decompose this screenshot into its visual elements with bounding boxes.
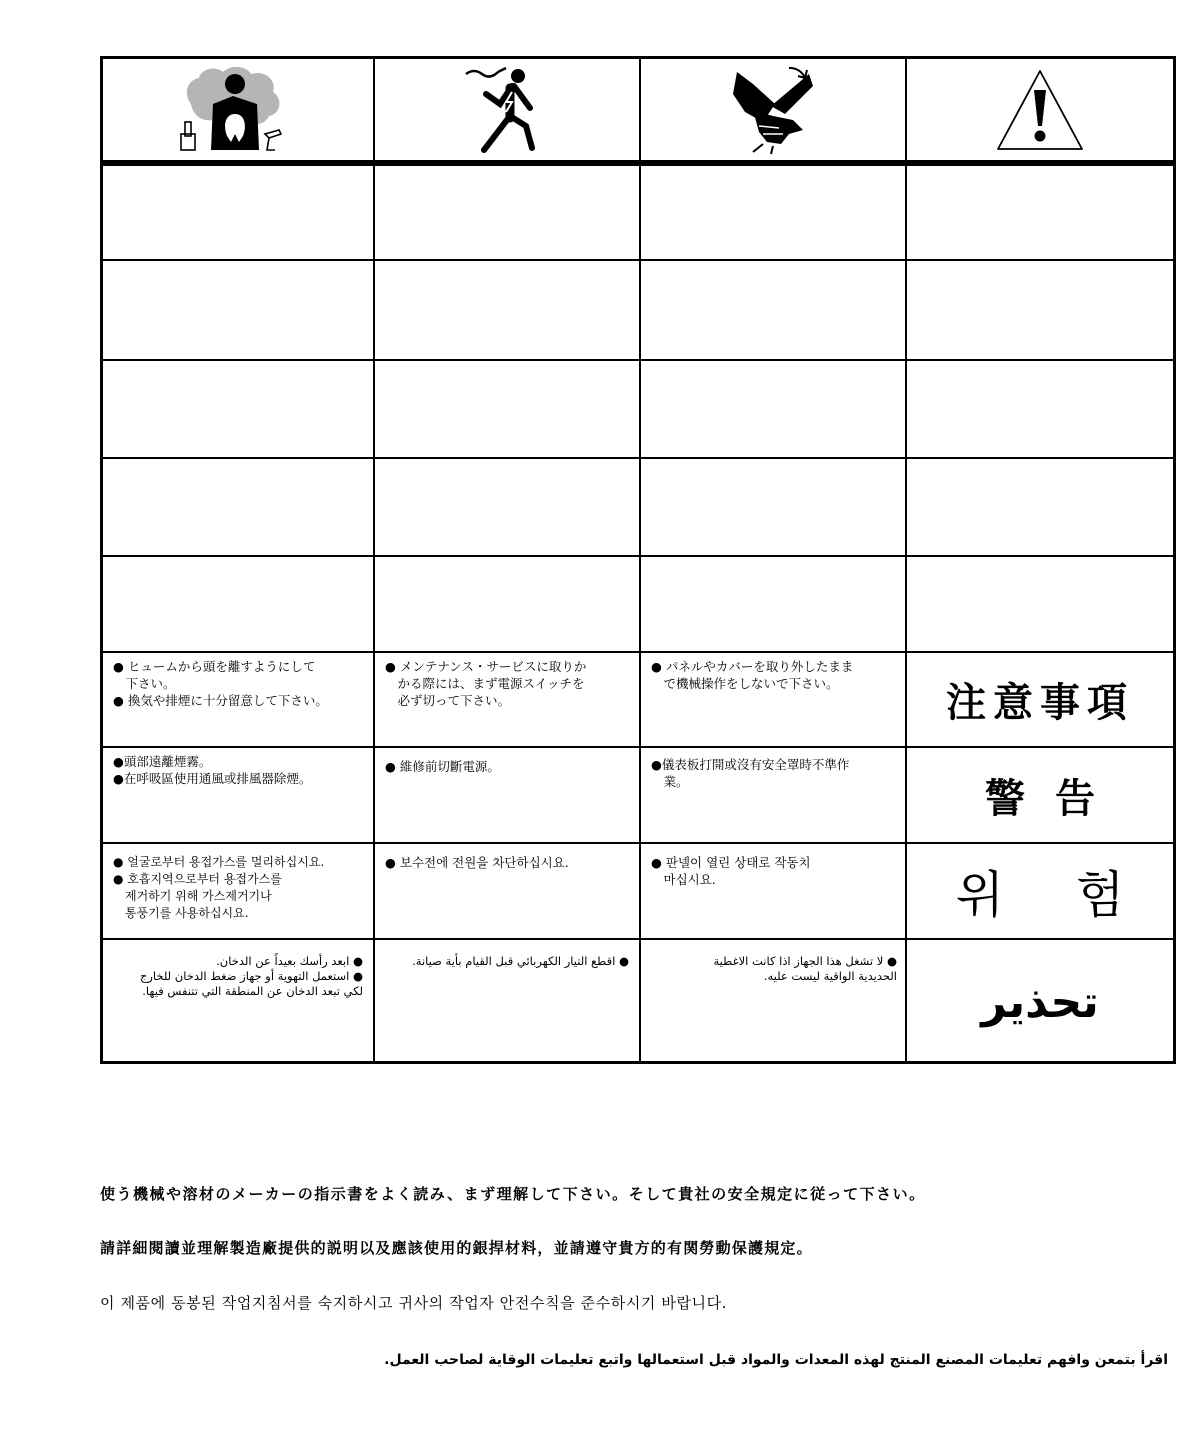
- warning-triangle-icon: [995, 68, 1085, 152]
- row-divider: [103, 259, 1173, 261]
- ar-moving-parts-text: [641, 940, 905, 1064]
- moving-parts-cell: [641, 59, 905, 160]
- ar-shock-text: [375, 940, 639, 1064]
- ko-fumes-text: [103, 844, 373, 938]
- ar-title: تحذير: [981, 976, 1099, 1028]
- ko-moving-parts-text: [641, 844, 905, 938]
- moving-parts-hand-icon: [723, 64, 823, 156]
- footer-zh: 請詳細閱讀並理解製造廠提供的説明以及應該使用的銀捍材料，並請遵守貴方的有関勞動保護規定。: [100, 1239, 813, 1257]
- footer-ko: 이 제품에 동봉된 작업지침서를 숙지하시고 귀사의 작업자 안전수칙을 준수하시기 바랍니다.: [100, 1294, 728, 1312]
- zh-moving-parts-text: [641, 748, 905, 842]
- zh-shock-text: [375, 748, 639, 842]
- bullet-text: ● 보수전에 전원을 차단하십시요.: [385, 855, 569, 870]
- ja-shock-text: [375, 653, 639, 746]
- ko-shock-text: [375, 844, 639, 938]
- bullet-text: ●在呼吸區使用通風或排風器除煙。: [113, 771, 312, 786]
- bullet-text: ● لا تشغل هذا الجهاز اذا كانت الاغطية الحديدية الواقية ليست عليه.: [713, 954, 897, 983]
- footer-ja: 使う機械や溶材のメーカーの指示書をよく読み、まず理解して下さい。そして貴社の安全規定に従って下さい。: [100, 1185, 926, 1203]
- bullet-text: ● ヒュームから頭を離すようにして 下さい。: [113, 659, 316, 691]
- bullet-text: ● 얼굴로부터 용접가스를 멀리하십시요.: [113, 855, 325, 869]
- bullet-text: ● 판넬이 열린 상태로 작동치 마십시요.: [651, 855, 811, 887]
- footer-ar: اقرأ بتمعن وافهم تعليمات المصنع المنتج لهذه المعدات والمواد قبل استعمالها واتبع تعليمات الوقاية لصاحب العمل.: [384, 1352, 1168, 1368]
- header-divider: [103, 160, 1173, 166]
- zh-title: 警告: [985, 775, 1125, 822]
- electric-shock-cell: [375, 59, 639, 160]
- fumes-hazard-icon: [173, 64, 303, 156]
- bullet-text: ●頭部遠離煙霧。: [113, 754, 212, 769]
- row-divider: [103, 555, 1173, 557]
- bullet-text: ● اقطع التيار الكهربائي قبل القيام بأية صيانة.: [412, 954, 629, 968]
- safety-warning-table: [100, 56, 1176, 1064]
- ja-fumes-text: [103, 653, 373, 746]
- bullet-text: ● パネルやカバーを取り外したまま で機械操作をしないで下さい。: [651, 659, 854, 691]
- ja-moving-parts-text: [641, 653, 905, 746]
- bullet-text: ● استعمل التهوية أو جهاز ضغط الدخان للخارج لكي تبعد الدخان عن المنطقة التي تتنفس فيها.: [139, 969, 363, 998]
- bullet-text: ● ابعد رأسك بعيداً عن الدخان.: [216, 954, 363, 968]
- fumes-hazard-cell: [103, 59, 373, 160]
- bullet-text: ● 호흡지역으로부터 용접가스를 제거하기 위해 가스제거기나 통풍기를 사용하십시요.: [113, 872, 282, 920]
- zh-fumes-text: [103, 748, 373, 842]
- bullet-text: ● メンテナンス・サービスに取りか かる際には、まず電源スイッチを 必ず切って下さい。: [385, 659, 587, 708]
- electric-shock-icon: [452, 64, 562, 156]
- bullet-text: ●儀表板打開或沒有安全罩時不準作 業。: [651, 757, 850, 789]
- bullet-text: ● 換気や排煙に十分留意して下さい。: [113, 693, 328, 708]
- row-divider: [103, 457, 1173, 459]
- bullet-text: ● 維修前切斷電源。: [385, 759, 500, 774]
- row-divider: [103, 359, 1173, 361]
- ar-fumes-text: [103, 940, 373, 1064]
- ko-title: 위 험: [955, 866, 1153, 924]
- ja-title: 注意事項: [946, 680, 1134, 726]
- warning-triangle-cell: [907, 59, 1173, 160]
